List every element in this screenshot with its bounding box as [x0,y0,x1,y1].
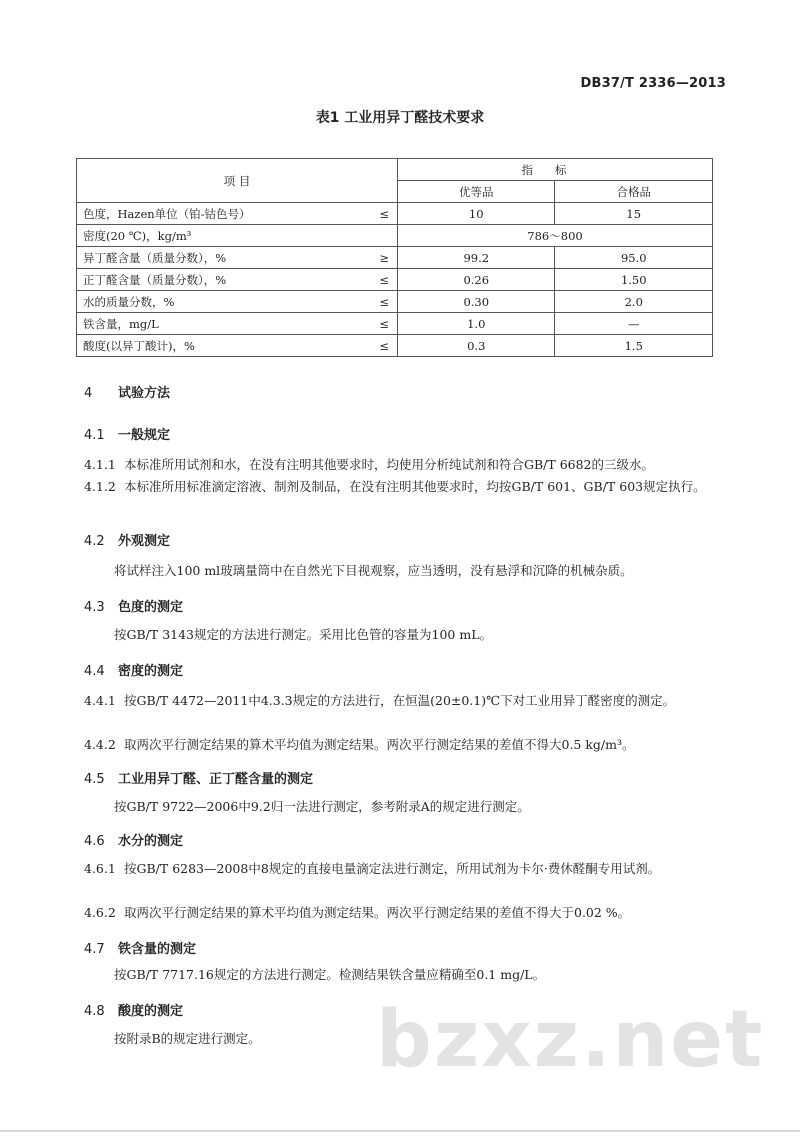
section-heading-4-5 [84,768,313,787]
section-title: 试验方法 [118,386,171,401]
clause-4-4-2 [84,734,724,756]
table-title: 表1 工业用异丁醛技术要求 [315,110,485,126]
table-row [77,269,713,291]
section-number: 4 [84,386,93,401]
row-value-premium: 10 [398,203,555,225]
clause-text: 取两次平行测定结果的算术平均值为测定结果。两次平行测定结果的差值不得大于0.02 %。 [124,905,631,920]
clause-number: 4.4.2 [84,737,116,752]
table-row [77,335,713,357]
row-item: 异丁醛含量（质量分数），% [77,247,364,269]
row-value-premium: 0.30 [398,291,555,313]
row-item: 水的质量分数，% [77,291,364,313]
row-item: 色度，Hazen单位（铂-钴色号） [77,203,364,225]
table-row [77,291,713,313]
row-operator: ≤ [364,335,398,357]
section-heading-4-1 [84,424,170,443]
row-value-premium: 0.3 [398,335,555,357]
row-item: 酸度(以异丁酸计)，% [77,335,364,357]
table-row [77,225,713,247]
row-item: 正丁醛含量（质量分数），% [77,269,364,291]
page-bottom-divider [0,1130,800,1132]
section-title: 一般规定 [118,428,171,443]
clause-text: 本标准所用试剂和水，在没有注明其他要求时，均使用分析纯试剂和符合GB/T 6682的三级水。 [124,457,655,472]
section-title: 水分的测定 [118,834,184,849]
clause-4-4-1 [84,690,724,712]
clause-number: 4.1.1 [84,457,116,472]
section-heading-4-7 [84,938,196,957]
header-grade-qualified: 合格品 [555,181,713,203]
row-value-premium: 99.2 [398,247,555,269]
section-heading-4-6 [84,830,183,849]
table-row [77,247,713,269]
row-item: 密度(20 ℃)，kg/m³ [77,225,364,247]
section-title: 密度的测定 [118,664,184,679]
section-number: 4.8 [84,1004,105,1019]
row-value-merged: 786～800 [398,225,713,247]
clause-4-8-text: 按附录B的规定进行测定。 [114,1031,261,1046]
clause-number: 4.1.2 [84,479,116,494]
section-number: 4.2 [84,534,105,549]
clause-4-7-text: 按GB/T 7717.16规定的方法进行测定。检测结果铁含量应精确至0.1 mg/L。 [114,967,546,982]
table-header-row [77,159,713,181]
clause-text: 按GB/T 4472—2011中4.3.3规定的方法进行，在恒温(20±0.1)℃下对工业用异丁醛密度的测定。 [124,693,676,708]
row-operator: ≤ [364,269,398,291]
clause-4-2-text: 将试样注入100 ml玻璃量筒中在自然光下目视观察，应当透明，没有悬浮和沉降的机械杂质。 [114,563,633,578]
section-number: 4.7 [84,942,105,957]
clause-number: 4.4.1 [84,693,116,708]
row-operator [364,225,398,247]
clause-4-5-text: 按GB/T 9722—2006中9.2归一法进行测定，参考附录A的规定进行测定。 [114,799,530,814]
clause-text: 本标准所用标准滴定溶液、制剂及制品，在没有注明其他要求时，均按GB/T 601、GB/T 603规定执行。 [124,479,706,494]
section-title: 铁含量的测定 [118,942,197,957]
clause-4-6-2 [84,902,724,924]
section-heading-4-2 [84,530,170,549]
section-number: 4.5 [84,772,105,787]
section-number: 4.1 [84,428,105,443]
clause-text: 取两次平行测定结果的算术平均值为测定结果。两次平行测定结果的差值不得大0.5 kg/m³。 [124,737,635,752]
table-row [77,203,713,225]
row-value-qualified: 95.0 [555,247,713,269]
row-value-qualified: 1.5 [555,335,713,357]
standard-code: DB37/T 2336—2013 [580,76,726,91]
row-value-qualified: 2.0 [555,291,713,313]
row-operator: ≥ [364,247,398,269]
clause-4-1-1 [84,454,724,476]
table-row [77,313,713,335]
clause-number: 4.6.1 [84,861,116,876]
clause-number: 4.6.2 [84,905,116,920]
row-operator: ≤ [364,291,398,313]
header-grade-premium: 优等品 [398,181,555,203]
clause-text: 按GB/T 6283—2008中8规定的直接电量滴定法进行测定，所用试剂为卡尔·费休醛酮专用试剂。 [124,861,661,876]
section-title: 酸度的测定 [118,1004,184,1019]
section-number: 4.4 [84,664,105,679]
row-value-premium: 0.26 [398,269,555,291]
row-value-qualified: — [555,313,713,335]
watermark: bzxz.net [376,995,765,1085]
section-heading-4-4 [84,660,183,679]
section-heading-4-8 [84,1000,183,1019]
section-title: 色度的测定 [118,600,184,615]
row-operator: ≤ [364,313,398,335]
section-number: 4.3 [84,600,105,615]
section-title: 外观测定 [118,534,171,549]
section-heading-4-3 [84,596,183,615]
row-value-qualified: 15 [555,203,713,225]
section-title: 工业用异丁醛、正丁醛含量的测定 [118,772,314,787]
row-value-premium: 1.0 [398,313,555,335]
row-item: 铁含量，mg/L [77,313,364,335]
row-operator: ≤ [364,203,398,225]
header-index: 指标 [398,159,713,181]
row-value-qualified: 1.50 [555,269,713,291]
section-heading-4 [84,382,170,401]
clause-4-1-2 [84,476,724,498]
clause-4-6-1 [84,858,724,880]
spec-table [76,158,713,357]
clause-4-3-text: 按GB/T 3143规定的方法进行测定。采用比色管的容量为100 mL。 [114,627,492,642]
section-number: 4.6 [84,834,105,849]
header-item: 项 目 [77,159,398,203]
